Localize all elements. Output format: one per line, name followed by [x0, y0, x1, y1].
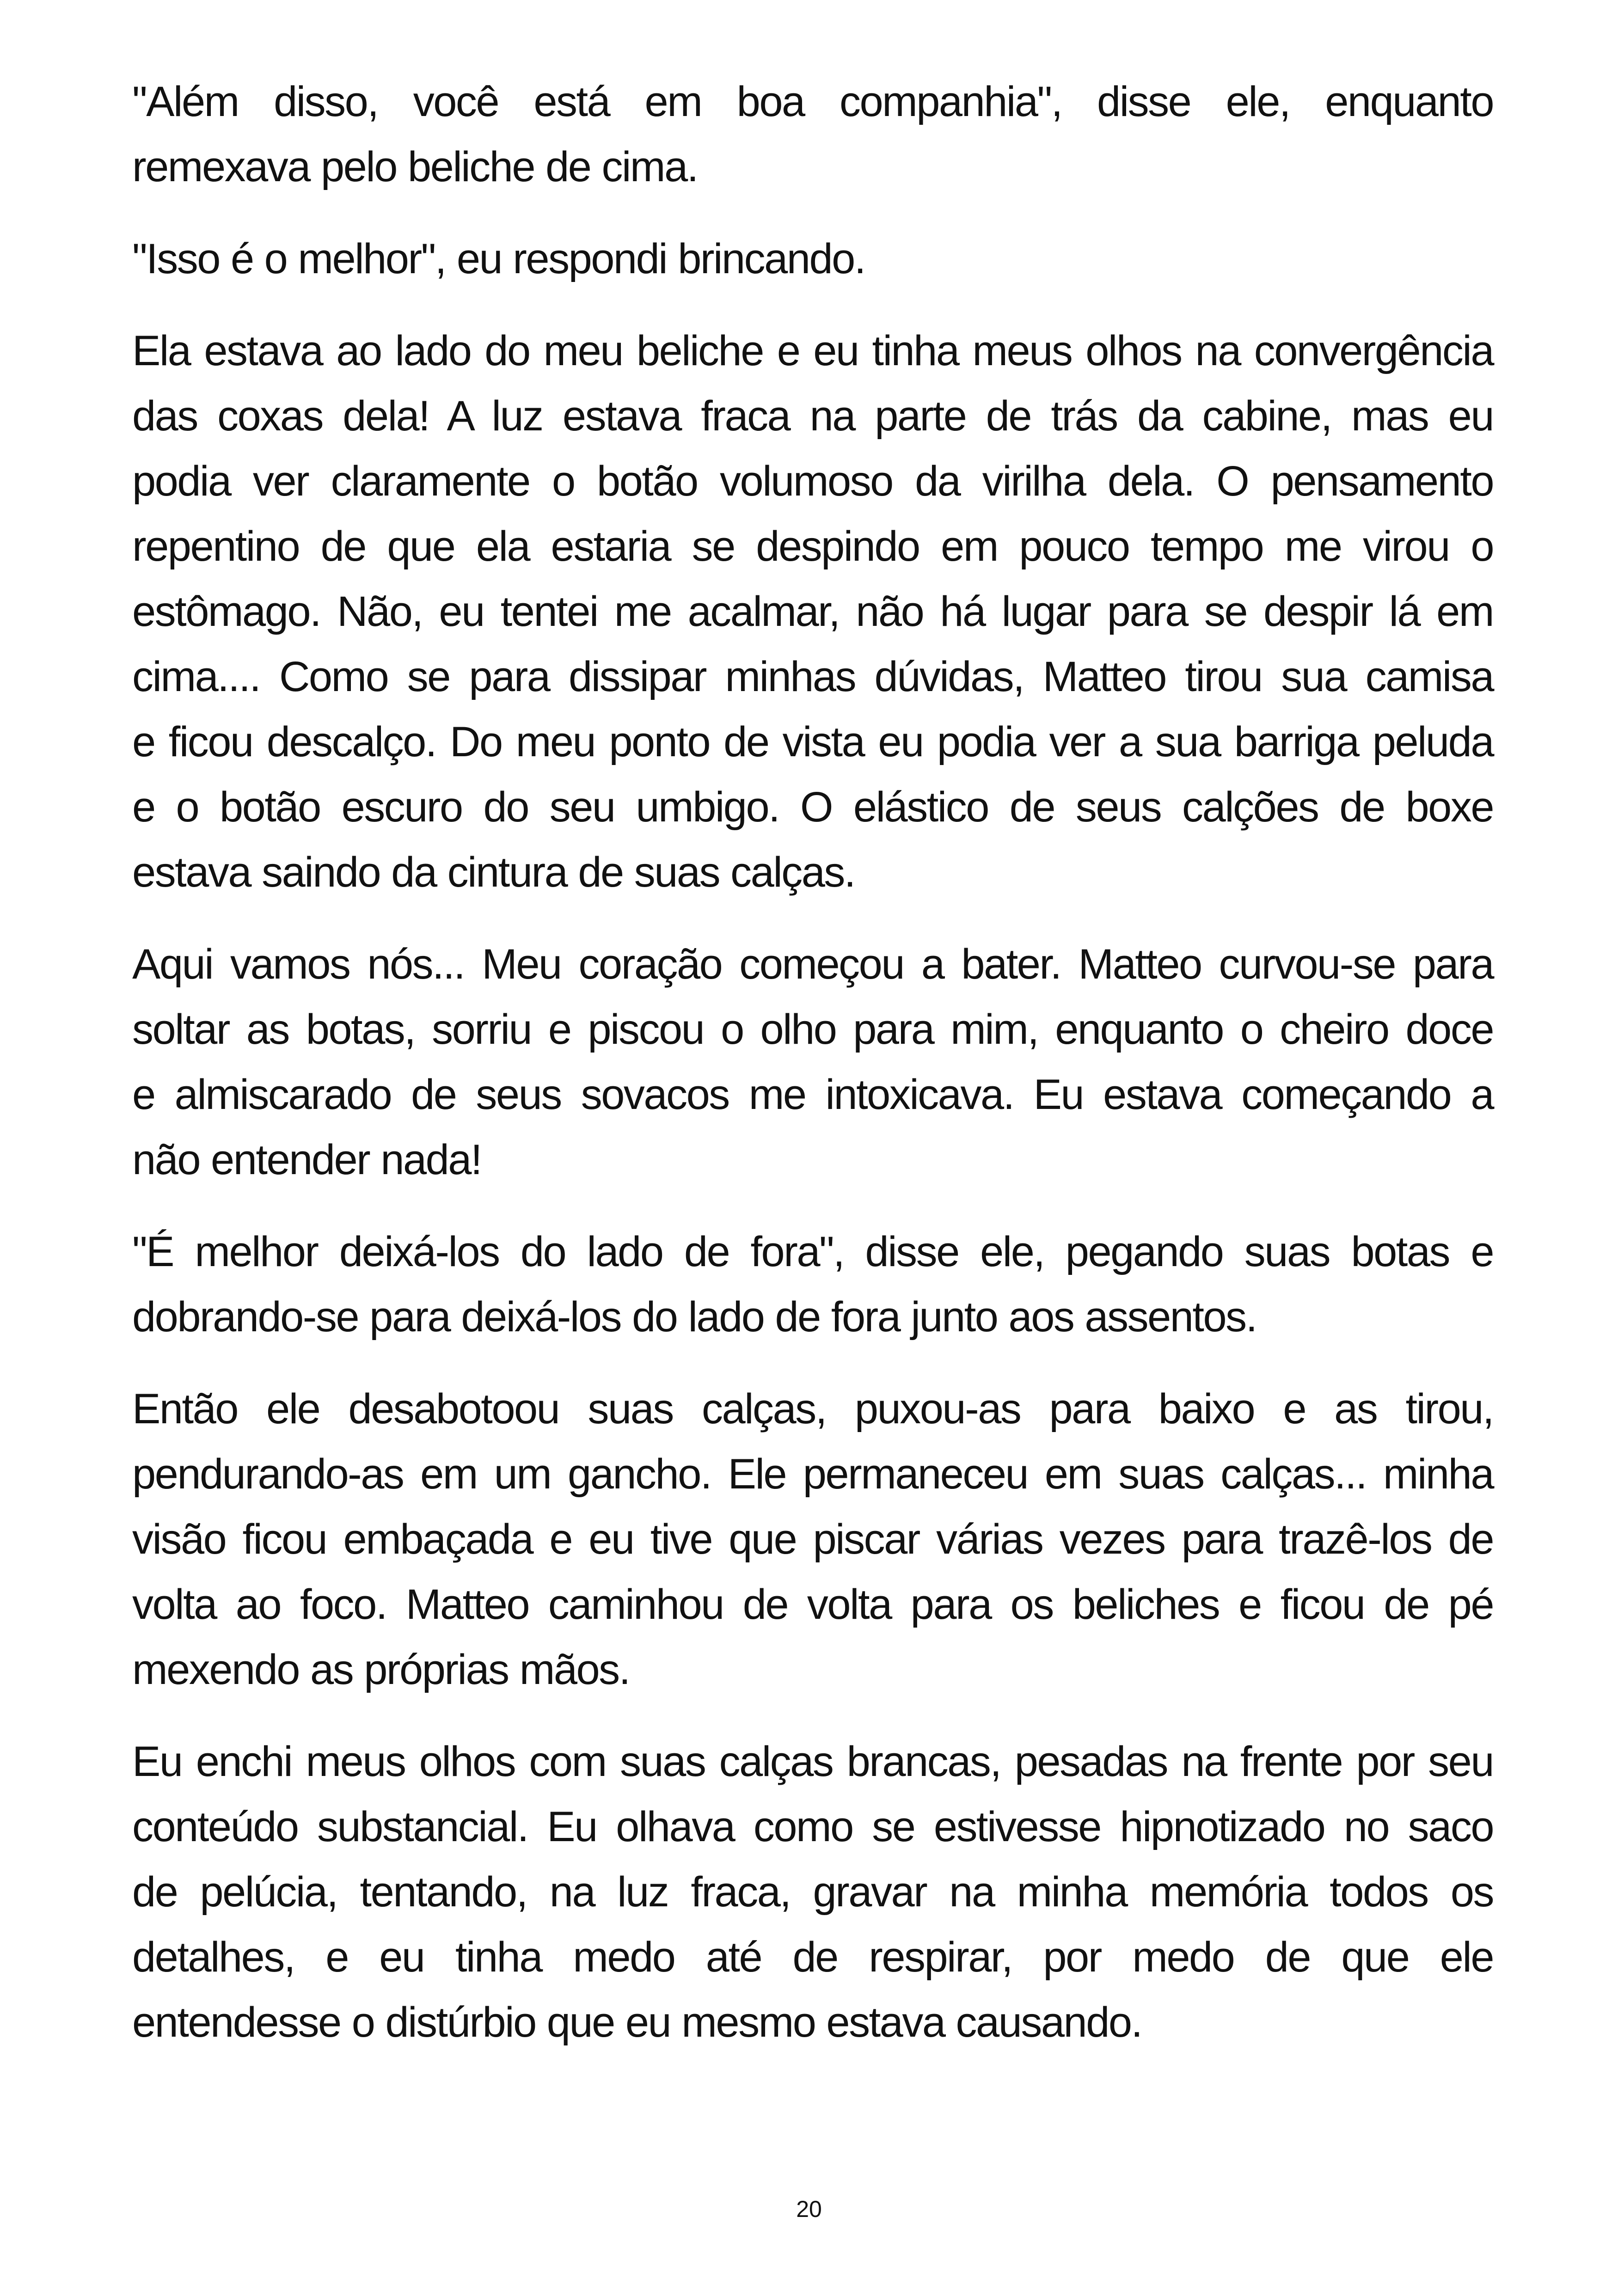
text-line: "Além disso, você está em boa companhia", disse ele, enquanto — [132, 78, 1493, 125]
paragraph-gap — [132, 1193, 1493, 1219]
paragraph-gap — [132, 1702, 1493, 1729]
text-line: mexendo as próprias mãos. — [132, 1646, 630, 1693]
text-line: e ficou descalço. Do meu ponto de vista eu podia ver a sua barriga peluda — [132, 718, 1493, 765]
text-line: conteúdo substancial. Eu olhava como se estivesse hipnotizado no saco — [132, 1803, 1493, 1850]
text-line: podia ver claramente o botão volumoso da virilha dela. O pensamento — [132, 458, 1493, 505]
text-line: volta ao foco. Matteo caminhou de volta para os beliches e ficou de pé — [132, 1581, 1493, 1628]
paragraph — [132, 932, 1493, 1193]
paragraph — [132, 1729, 1493, 2055]
paragraph-gap — [132, 1350, 1493, 1377]
text-line: entendesse o distúrbio que eu mesmo estava causando. — [132, 1999, 1142, 2046]
text-line: e o botão escuro do seu umbigo. O elástico de seus calções de boxe — [132, 784, 1493, 831]
text-line: Eu enchi meus olhos com suas calças brancas, pesadas na frente por seu — [132, 1738, 1493, 1785]
text-line: Então ele desabotoou suas calças, puxou-as para baixo e as tirou, — [132, 1385, 1493, 1433]
text-line: detalhes, e eu tinha medo até de respirar, por medo de que ele — [132, 1934, 1493, 1981]
text-line: soltar as botas, sorriu e piscou o olho para mim, enquanto o cheiro doce — [132, 1006, 1493, 1053]
paragraph-gap — [132, 200, 1493, 227]
text-line: cima.... Como se para dissipar minhas dúvidas, Matteo tirou sua camisa — [132, 653, 1493, 700]
paragraph — [132, 227, 1493, 292]
paragraph-gap — [132, 292, 1493, 318]
paragraph — [132, 318, 1493, 905]
text-line: remexava pelo beliche de cima. — [132, 143, 698, 190]
text-line: das coxas dela! A luz estava fraca na parte de trás da cabine, mas eu — [132, 392, 1493, 440]
page-number: 20 — [796, 2196, 822, 2222]
paragraph — [132, 1377, 1493, 1702]
text-line: Aqui vamos nós... Meu coração começou a bater. Matteo curvou-se para — [132, 941, 1493, 988]
paragraph-gap — [132, 905, 1493, 932]
text-line: repentino de que ela estaria se despindo em pouco tempo me virou o — [132, 523, 1493, 570]
text-line: "É melhor deixá-los do lado de fora", disse ele, pegando suas botas e — [132, 1228, 1493, 1275]
text-line: estava saindo da cintura de suas calças. — [132, 849, 855, 896]
text-line: visão ficou embaçada e eu tive que piscar várias vezes para trazê-los de — [132, 1516, 1493, 1563]
text-line: não entender nada! — [132, 1136, 482, 1183]
text-line: e almiscarado de seus sovacos me intoxicava. Eu estava começando a — [132, 1071, 1493, 1118]
paragraph — [132, 1219, 1493, 1350]
text-line: estômago. Não, eu tentei me acalmar, não há lugar para se despir lá em — [132, 588, 1493, 635]
text-line: de pelúcia, tentando, na luz fraca, gravar na minha memória todos os — [132, 1868, 1493, 1916]
paragraph — [132, 69, 1493, 200]
text-line: pendurando-as em um gancho. Ele permaneceu em suas calças... minha — [132, 1451, 1493, 1498]
body-text — [132, 69, 1493, 2055]
text-line: Ela estava ao lado do meu beliche e eu tinha meus olhos na convergência — [132, 327, 1493, 374]
text-line: dobrando-se para deixá-los do lado de fora junto aos assentos. — [132, 1293, 1256, 1341]
text-line: "Isso é o melhor", eu respondi brincando. — [132, 235, 865, 282]
